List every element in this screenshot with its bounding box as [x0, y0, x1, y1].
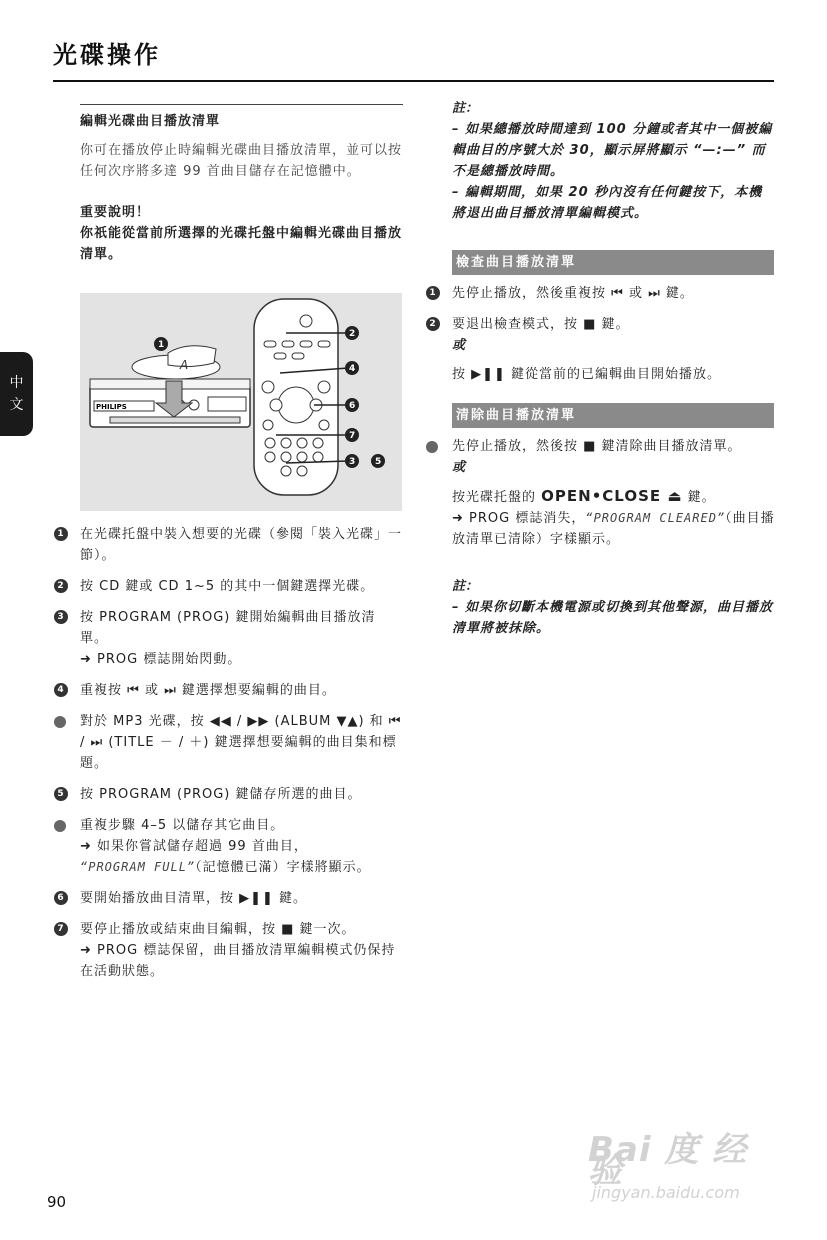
- step-4: [57, 680, 403, 701]
- baidu-watermark: [588, 1120, 778, 1210]
- step-text: 要開始播放曲目清單，按 ▶❚❚ 鍵。: [80, 891, 308, 906]
- clear-sub-post: （曲目播放清單已清除）字樣顯示。: [452, 511, 775, 547]
- review-section-title: 檢查曲目播放清單: [452, 250, 774, 275]
- clear-alt-pre: 按光碟托盤的: [452, 490, 537, 505]
- language-tab-char-1: 中: [9, 375, 24, 391]
- clear-alt-post: 鍵。: [687, 490, 716, 505]
- step-text: 先停止播放，然後重複按 ⏮ 或 ⏭ 鍵。: [452, 286, 694, 301]
- watermark-sub: jingyan.baidu.com: [592, 1183, 740, 1202]
- callout-2: 2: [349, 329, 356, 339]
- step-sub: ➜ 如果你嘗試儲存超過 99 首曲目，: [80, 839, 308, 854]
- intro-text: 你可在播放停止時編輯光碟曲目播放清單，並可以按任何次序將多達 99 首曲目儲存在記憶體中。: [80, 143, 403, 179]
- open-close-key: OPEN•CLOSE ⏏: [541, 487, 683, 505]
- step-7: [57, 919, 403, 982]
- step-text: 重複按 ⏮ 或 ⏭ 鍵選擇想要編輯的曲目。: [80, 683, 336, 698]
- step-3: [57, 607, 403, 670]
- callout-7: 7: [349, 431, 356, 441]
- callout-6: 6: [349, 401, 356, 411]
- clear-sub: [452, 508, 775, 550]
- step-text: 按 PROGRAM (PROG) 鍵開始編輯曲目播放清單。: [80, 610, 376, 646]
- note1-heading: 註：: [452, 101, 479, 116]
- step-marker-7: 7: [54, 922, 68, 936]
- step-text: 按 CD 鍵或 CD 1~5 的其中一個鍵選擇光碟。: [80, 579, 375, 594]
- step-sub: ➜ PROG 標誌開始閃動。: [80, 652, 242, 667]
- illustration-svg: [80, 293, 402, 511]
- review-step-2: [429, 314, 775, 356]
- step-sub: ➜ PROG 標誌保留，曲目播放清單編輯模式仍保持在活動狀態。: [80, 943, 396, 979]
- review-marker-1: 1: [426, 286, 440, 300]
- step-marker-1: 1: [54, 527, 68, 541]
- callout-3: 3: [349, 457, 356, 467]
- note1-line2: – 編輯期間，如果 20 秒內沒有任何鍵按下，本機將退出曲目播放清單編輯模式。: [452, 185, 763, 221]
- lcd-text-program-full: “PROGRAM FULL”: [80, 860, 196, 874]
- step-1: [57, 524, 403, 566]
- clear-sub-pre: ➜ PROG 標誌消失，: [452, 511, 586, 526]
- step-mp3: [80, 711, 403, 774]
- left-column: [80, 104, 403, 279]
- note2-text: – 如果你切斷本機電源或切換到其他聲源，曲目播放清單將被抹除。: [452, 600, 774, 636]
- step-marker-3: 3: [54, 610, 68, 624]
- clear-alt: [452, 486, 775, 508]
- important-text: 你祇能從當前所選擇的光碟托盤中編輯光碟曲目播放清單。: [80, 226, 403, 262]
- step-text: 要退出檢查模式，按 ■ 鍵。: [452, 317, 630, 332]
- step-6: [57, 888, 403, 909]
- step-marker-6: 6: [54, 891, 68, 905]
- watermark-main: Bai 度 经验: [588, 1130, 748, 1191]
- step-sub-2: （記憶體已滿）字樣將顯示。: [195, 860, 371, 875]
- clear-section-title: 清除曲目播放清單: [452, 403, 774, 428]
- page-number: 90: [47, 1193, 67, 1211]
- step-text: 先停止播放，然後按 ■ 鍵清除曲目播放清單。: [452, 439, 742, 454]
- svg-text:A: A: [180, 358, 189, 372]
- review-step-1: [429, 283, 775, 304]
- language-tab-char-2: 文: [9, 397, 24, 413]
- note1-line1: – 如果總播放時間達到 100 分鐘或者其中一個被編輯曲目的序號大於 30，顯示屏將顯示 “—:—” 而不是總播放時間。: [452, 122, 773, 179]
- step-marker-5: 5: [54, 787, 68, 801]
- step-text: 在光碟托盤中裝入想要的光碟（參閱「裝入光碟」一節）。: [80, 527, 403, 563]
- callout-5: 5: [375, 457, 382, 467]
- step-repeat: [80, 815, 403, 878]
- step-2: [57, 576, 403, 597]
- bullet-dot: [426, 441, 438, 453]
- step-text: 重複步驟 4–5 以儲存其它曲目。: [80, 818, 285, 833]
- page-title: 光碟操作: [53, 41, 161, 69]
- note2-heading: 註：: [452, 579, 479, 594]
- step-marker-2: 2: [54, 579, 68, 593]
- step-text: 按 PROGRAM (PROG) 鍵儲存所選的曲目。: [80, 787, 362, 802]
- language-tab: [0, 352, 33, 436]
- lcd-text-program-cleared: “PROGRAM CLEARED”: [585, 511, 726, 525]
- step-text: 要停止播放或結束曲目編輯，按 ■ 鍵一次。: [80, 922, 356, 937]
- bullet-dot: [54, 820, 66, 832]
- step-text: 對於 MP3 光碟，按 ◀◀ / ▶▶ (ALBUM ▼▲) 和 ⏮ / ⏭ (TITLE － / ＋) 鍵選擇想要編輯的曲目集和標題。: [80, 714, 402, 771]
- step-5: [57, 784, 403, 805]
- right-column: [429, 98, 775, 639]
- callout-4: 4: [349, 364, 356, 374]
- section-title-edit: 編輯光碟曲目播放清單: [80, 104, 403, 132]
- callout-1: 1: [158, 340, 165, 350]
- important-heading: 重要說明！: [80, 205, 151, 220]
- remote-player-illustration: [80, 293, 402, 511]
- title-rule: [53, 80, 774, 82]
- or-label: 或: [452, 338, 467, 353]
- review-marker-2: 2: [426, 317, 440, 331]
- steps-list: [57, 524, 403, 992]
- brand-logo: PHILIPS: [96, 403, 127, 411]
- bullet-dot: [54, 716, 66, 728]
- or-label: 或: [452, 460, 467, 475]
- clear-step: [452, 436, 775, 478]
- review-alt: 按 ▶❚❚ 鍵從當前的已編輯曲目開始播放。: [452, 367, 722, 382]
- step-marker-4: 4: [54, 683, 68, 697]
